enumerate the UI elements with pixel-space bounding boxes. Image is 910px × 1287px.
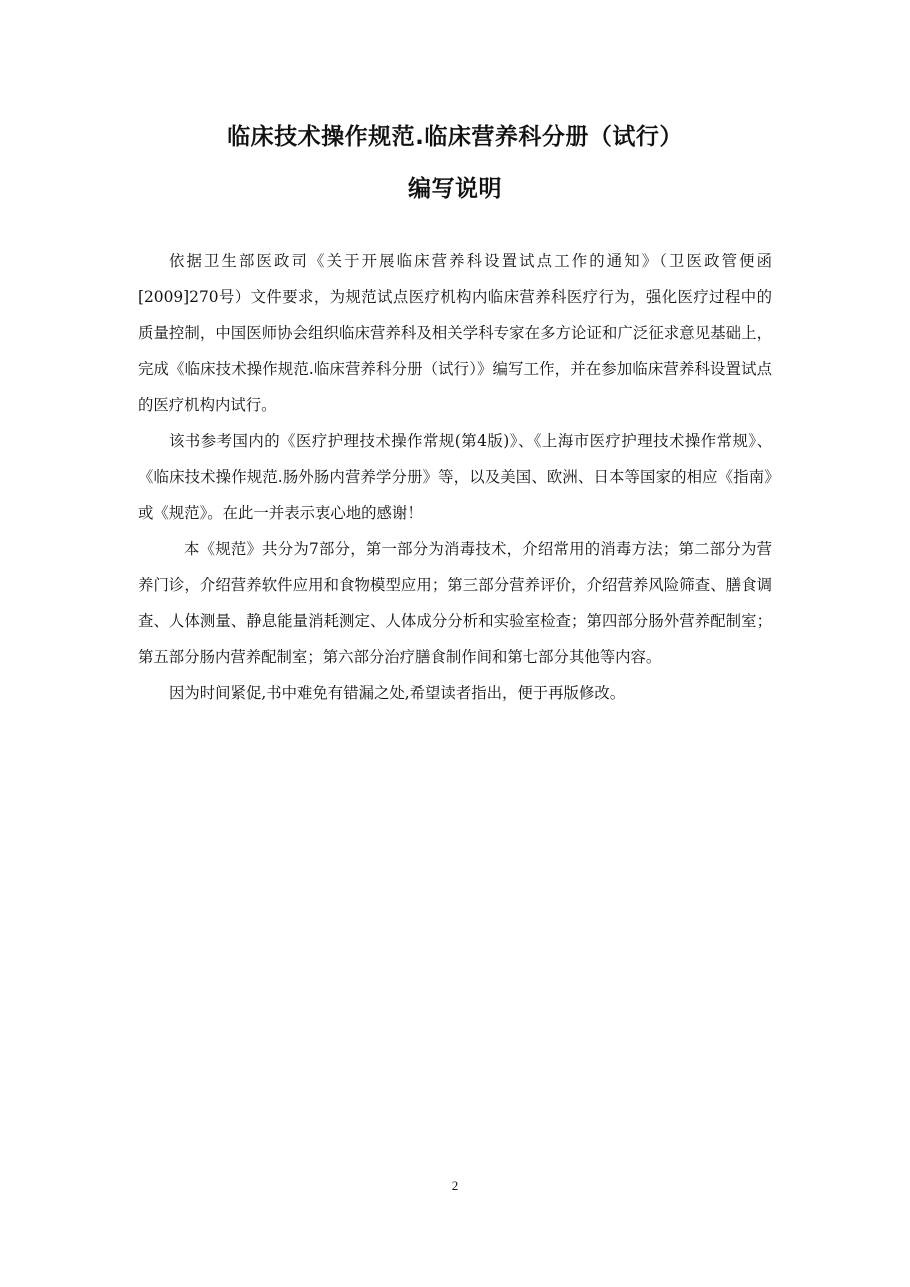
page-number: 2 — [451, 1178, 459, 1193]
paragraph-closing: 因为时间紧促,书中难免有错漏之处,希望读者指出，便于再版修改。 — [169, 684, 626, 702]
paragraph-structure: 本《规范》共分为7部分，第一部分为消毒技术，介绍常用的消毒方法；第二部分为营养门诊，介绍营养软件应用和食物模型应用；第三部分营养评价，介绍营养风险筛查、膳食调查、人体测量、静息能量消耗测定、人体成分分析和实验室检查；第四部分肠外营养配制室；第五部分肠内营养配制室；第六部分治疗膳食制作间和第七部分其他等内容。 — [138, 540, 772, 666]
document-subtitle: 编写说明 — [408, 176, 502, 202]
paragraph-references: 该书参考国内的《医疗护理技术操作常规(第4版)》、《上海市医疗护理技术操作常规》、《临床技术操作规范.肠外肠内营养学分册》等，以及美国、欧洲、日本等国家的相应《指南》或《规范》。在此一并表示衷心地的感谢！ — [138, 432, 772, 522]
document-title: 临床技术操作规范.临床营养科分册（试行） — [227, 124, 683, 150]
document-body — [138, 243, 772, 711]
paragraph-basis: 依据卫生部医政司《关于开展临床营养科设置试点工作的通知》（卫医政管便函[2009]270号）文件要求，为规范试点医疗机构内临床营养科医疗行为，强化医疗过程中的质量控制，中国医师协会组织临床营养科及相关学科专家在多方论证和广泛征求意见基础上，完成《临床技术操作规范.临床营养科分册（试行）》编写工作，并在参加临床营养科设置试点的医疗机构内试行。 — [138, 252, 772, 414]
